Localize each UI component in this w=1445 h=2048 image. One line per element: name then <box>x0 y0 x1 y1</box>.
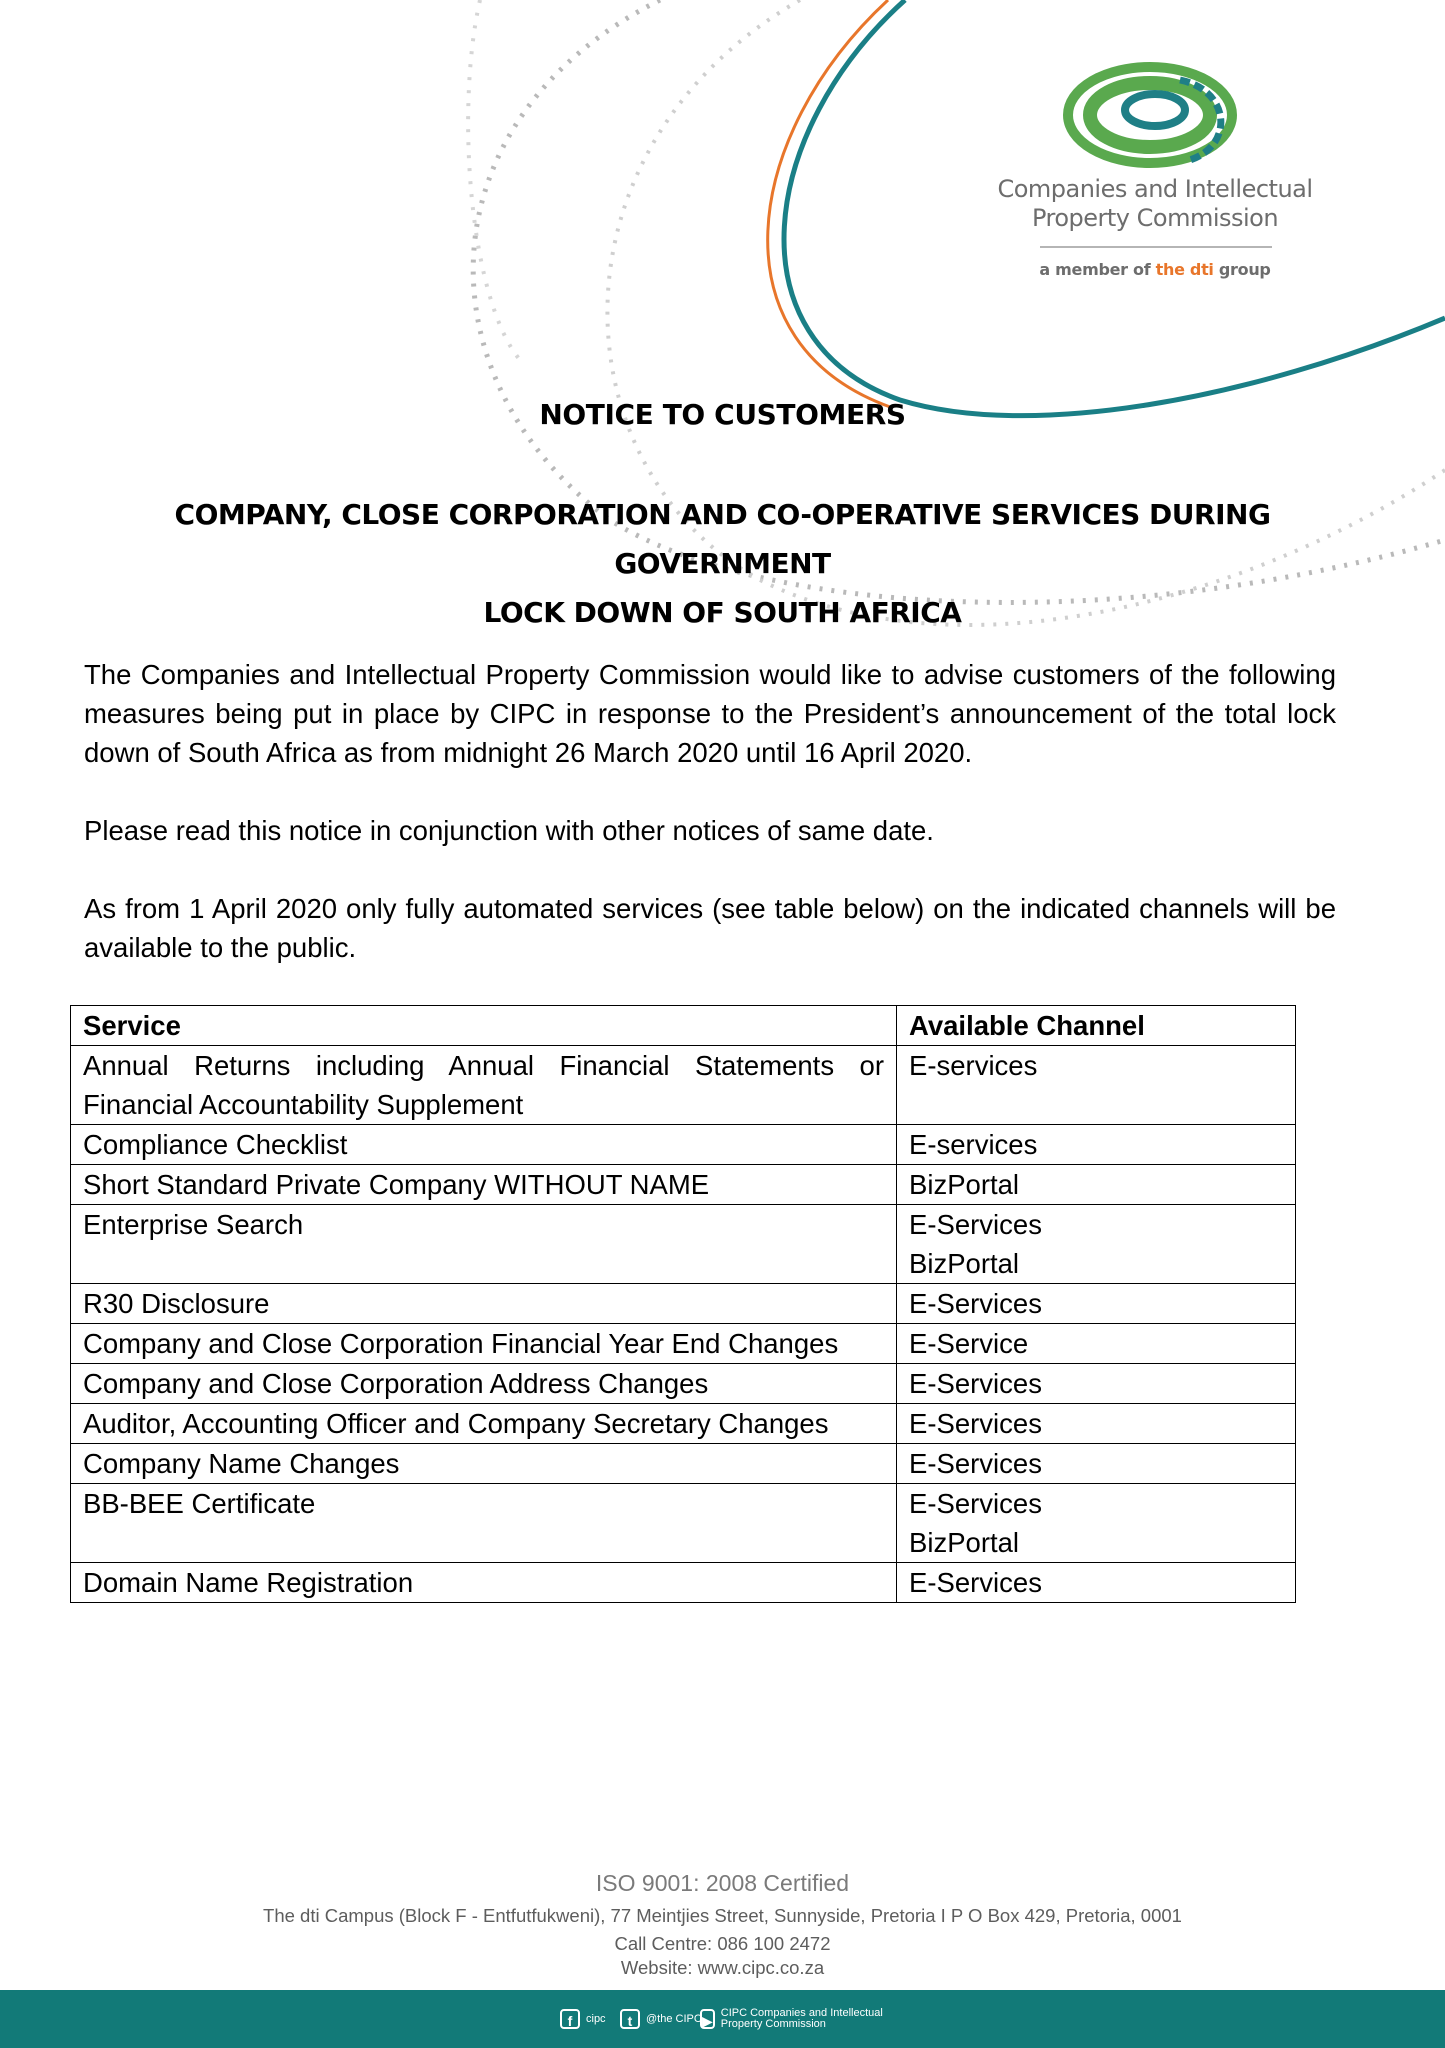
facebook-icon: f <box>560 2009 580 2029</box>
channel-value: E-Services <box>909 1408 1042 1439</box>
facebook-link[interactable] <box>560 1990 606 2048</box>
table-header-row <box>71 1006 1296 1046</box>
service-cell: Auditor, Accounting Officer and Company Secretary Changes <box>71 1404 897 1444</box>
channel-value: E-Services <box>909 1567 1042 1598</box>
channel-value: E-Services <box>909 1209 1042 1240</box>
channel-cell <box>897 1205 1296 1284</box>
twitter-link[interactable] <box>620 1990 702 2048</box>
youtube-label: CIPC Companies and Intellectual Property Commission <box>720 2007 883 2030</box>
table-row <box>71 1364 1296 1404</box>
services-table-body <box>71 1046 1296 1603</box>
intro-paragraph: The Companies and Intellectual Property Commission would like to advise customers of the following measures being put in place by CIPC in response to the President’s announcement of the total lock down of South Africa as from midnight 26 March 2020 until 16 April 2020. <box>84 659 1336 768</box>
table-row <box>71 1165 1296 1205</box>
table-row <box>71 1284 1296 1324</box>
availability-paragraph: As from 1 April 2020 only fully automated services (see table below) on the indicated channels will be available to the public. <box>84 893 1336 963</box>
logo-divider <box>1040 246 1272 248</box>
channel-cell <box>897 1324 1296 1364</box>
channel-cell <box>897 1125 1296 1165</box>
member-tagline <box>990 260 1320 279</box>
subject-line-2: LOCK DOWN OF SOUTH AFRICA <box>483 596 962 629</box>
channel-cell <box>897 1404 1296 1444</box>
channel-value: E-Services <box>909 1488 1042 1519</box>
channel-value: E-Services <box>909 1448 1042 1479</box>
service-cell: R30 Disclosure <box>71 1284 897 1324</box>
subject-line-1: COMPANY, CLOSE CORPORATION AND CO-OPERATIVE SERVICES DURING GOVERNMENT <box>174 498 1271 580</box>
facebook-label: cipc <box>586 2013 606 2025</box>
service-cell: BB-BEE Certificate <box>71 1484 897 1563</box>
service-cell: Company and Close Corporation Address Changes <box>71 1364 897 1404</box>
member-suffix: group <box>1213 260 1271 279</box>
channel-cell <box>897 1444 1296 1484</box>
logo-line-1: Companies and Intellectual <box>997 175 1313 203</box>
youtube-link[interactable] <box>700 1990 900 2048</box>
table-row <box>71 1324 1296 1364</box>
service-cell: Company and Close Corporation Financial Year End Changes <box>71 1324 897 1364</box>
channel-value: E-services <box>909 1050 1038 1081</box>
channel-cell <box>897 1364 1296 1404</box>
service-cell: Short Standard Private Company WITHOUT NAME <box>71 1165 897 1205</box>
channel-column-header: Available Channel <box>897 1006 1296 1046</box>
service-column-header: Service <box>71 1006 897 1046</box>
service-cell: Company Name Changes <box>71 1444 897 1484</box>
footer-call-centre: Call Centre: 086 100 2472 <box>614 1933 831 1954</box>
channel-value: BizPortal <box>909 1169 1020 1200</box>
channel-cell <box>897 1563 1296 1603</box>
service-cell: Domain Name Registration <box>71 1563 897 1603</box>
channel-cell <box>897 1484 1296 1563</box>
table-row <box>71 1046 1296 1125</box>
channel-value: E-services <box>909 1129 1038 1160</box>
table-row <box>71 1563 1296 1603</box>
table-row <box>71 1484 1296 1563</box>
youtube-icon: ▶ <box>700 2009 715 2029</box>
channel-value: E-Services <box>909 1288 1042 1319</box>
notice-subject <box>70 490 1375 637</box>
channel-value: BizPortal <box>909 1527 1020 1558</box>
footer-website: Website: www.cipc.co.za <box>620 1957 825 1978</box>
service-cell: Enterprise Search <box>71 1205 897 1284</box>
table-row <box>71 1444 1296 1484</box>
table-row <box>71 1404 1296 1444</box>
twitter-label: @the CIPC <box>646 2013 702 2025</box>
footer-address: The dti Campus (Block F - Entfutfukweni), 77 Meintjies Street, Sunnyside, Pretoria I P O Box 429, Pretoria, 0001 <box>263 1905 1182 1926</box>
table-row <box>71 1205 1296 1284</box>
member-dti: the dti <box>1155 260 1214 279</box>
cipc-logo <box>990 60 1330 300</box>
cipc-logo-mark <box>1060 60 1240 170</box>
channel-cell <box>897 1284 1296 1324</box>
iso-certification: ISO 9001: 2008 Certified <box>595 1870 850 1896</box>
twitter-icon: t <box>620 2009 640 2029</box>
channel-cell <box>897 1046 1296 1125</box>
channel-value: E-Service <box>909 1328 1029 1359</box>
notice-title: NOTICE TO CUSTOMERS <box>539 398 906 431</box>
service-cell: Compliance Checklist <box>71 1125 897 1165</box>
organization-name <box>990 175 1320 233</box>
table-row <box>71 1125 1296 1165</box>
member-prefix: a member of <box>1039 260 1156 279</box>
channel-value: E-Services <box>909 1368 1042 1399</box>
footer-bar <box>0 1990 1445 2048</box>
reading-note-paragraph: Please read this notice in conjunction with other notices of same date. <box>84 815 934 846</box>
services-table <box>70 1005 1296 1603</box>
channel-cell <box>897 1165 1296 1205</box>
channel-value: BizPortal <box>909 1248 1020 1279</box>
logo-line-2: Property Commission <box>1031 204 1279 232</box>
service-cell: Annual Returns including Annual Financial Statements or Financial Accountability Supplement <box>71 1046 897 1125</box>
